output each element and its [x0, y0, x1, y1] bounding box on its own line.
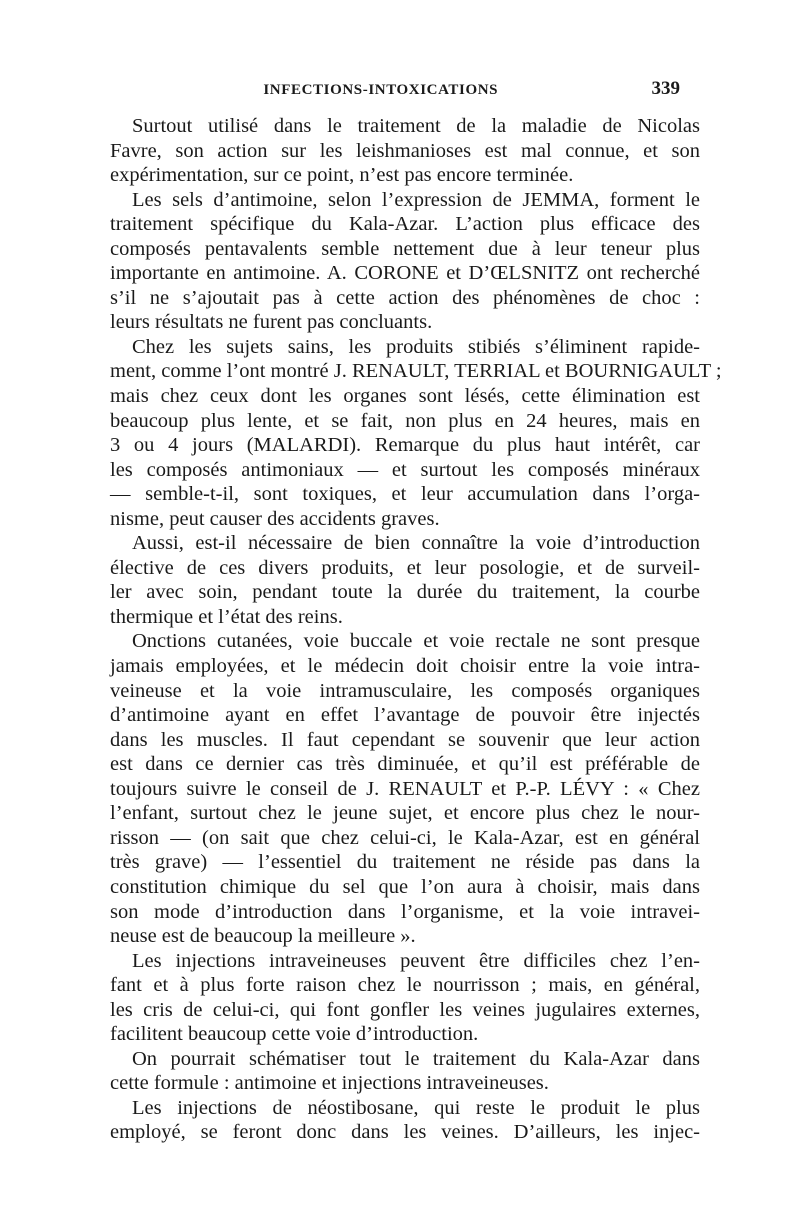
text-line: ler avec soin, pendant toute la durée du traitement, la courbe	[110, 581, 700, 604]
running-title: INFECTIONS-INTOXICATIONS	[263, 82, 499, 98]
text-line: neuse est de beaucoup la meilleure ».	[110, 925, 416, 948]
text-line: toujours suivre le conseil de J. RENAULT et P.-P. LÉVY : « Chez	[110, 777, 700, 800]
text-line: employé, se feront donc dans les veines. D’ailleurs, les injec-	[110, 1121, 700, 1144]
text-line: élective de ces divers produits, et leur posologie, et de surveil-	[110, 556, 700, 579]
text-line: 3 ou 4 jours (MALARDI). Remarque du plus haut intérêt, car	[110, 434, 700, 457]
text-line: son mode d’introduction dans l’organisme, et la voie intravei-	[110, 900, 700, 923]
body-text	[110, 114, 722, 1145]
text-line: les cris de celui-ci, qui font gonfler les veines jugulaires externes,	[110, 998, 700, 1021]
text-line: mais chez ceux dont les organes sont lésés, cette élimination est	[110, 385, 700, 408]
text-line: thermique et l’état des reins.	[110, 605, 343, 628]
text-line: constitution chimique du sel que l’on aura à choisir, mais dans	[110, 875, 700, 898]
text-line: s’il ne s’ajoutait pas à cette action des phénomènes de choc :	[110, 286, 700, 309]
text-line: d’antimoine ayant en effet l’avantage de pouvoir être injectés	[110, 704, 700, 727]
text-line: risson — (on sait que chez celui-ci, le Kala-Azar, est en général	[110, 826, 700, 849]
text-line: Aussi, est-il nécessaire de bien connaître la voie d’introduction	[132, 532, 700, 555]
page-number: 339	[651, 78, 680, 99]
running-head	[110, 78, 680, 100]
text-line: Les sels d’antimoine, selon l’expression de JEMMA, forment le	[132, 188, 700, 211]
text-line: Chez les sujets sains, les produits stibiés s’éliminent rapide-	[132, 335, 700, 358]
text-line: traitement spécifique du Kala-Azar. L’action plus efficace des	[110, 213, 700, 236]
text-line: expérimentation, sur ce point, n’est pas encore terminée.	[110, 164, 574, 187]
text-line: composés pentavalents semble nettement due à leur teneur plus	[110, 237, 700, 260]
text-line: cette formule : antimoine et injections intraveineuses.	[110, 1072, 549, 1095]
text-line: les composés antimoniaux — et surtout les composés minéraux	[110, 458, 700, 481]
text-line: Les injections de néostibosane, qui reste le produit le plus	[132, 1096, 700, 1119]
text-line: jamais employées, et le médecin doit choisir entre la voie intra-	[110, 655, 700, 678]
text-line: veineuse et la voie intramusculaire, les composés organiques	[110, 679, 700, 702]
text-line: est dans ce dernier cas très diminuée, et qu’il est préférable de	[110, 753, 700, 776]
text-line: beaucoup plus lente, et se fait, non plus en 24 heures, mais en	[110, 409, 700, 432]
text-line: On pourrait schématiser tout le traitement du Kala-Azar dans	[132, 1047, 700, 1070]
text-line: dans les muscles. Il faut cependant se souvenir que leur action	[110, 728, 700, 751]
text-line: fant et à plus forte raison chez le nourrisson ; mais, en général,	[110, 974, 700, 997]
text-line: importante en antimoine. A. CORONE et D’ŒLSNITZ ont recherché	[110, 262, 700, 285]
text-line: leurs résultats ne furent pas concluants.	[110, 311, 433, 334]
text-line: Favre, son action sur les leishmanioses est mal connue, et son	[110, 139, 700, 162]
text-line: très grave) — l’essentiel du traitement ne réside pas dans la	[110, 851, 700, 874]
text-line: nisme, peut causer des accidents graves.	[110, 507, 440, 530]
text-line: l’enfant, surtout chez le jeune sujet, et encore plus chez le nour-	[110, 802, 700, 825]
text-line: — semble-t-il, sont toxiques, et leur accumulation dans l’orga-	[110, 483, 700, 506]
text-line: facilitent beaucoup cette voie d’introduction.	[110, 1023, 479, 1046]
text-line: Onctions cutanées, voie buccale et voie rectale ne sont presque	[132, 630, 700, 653]
text-line: ment, comme l’ont montré J. RENAULT, TERRIAL et BOURNIGAULT ;	[110, 360, 722, 383]
text-line: Les injections intraveineuses peuvent être difficiles chez l’en-	[132, 949, 700, 972]
text-line: Surtout utilisé dans le traitement de la maladie de Nicolas	[132, 115, 700, 137]
